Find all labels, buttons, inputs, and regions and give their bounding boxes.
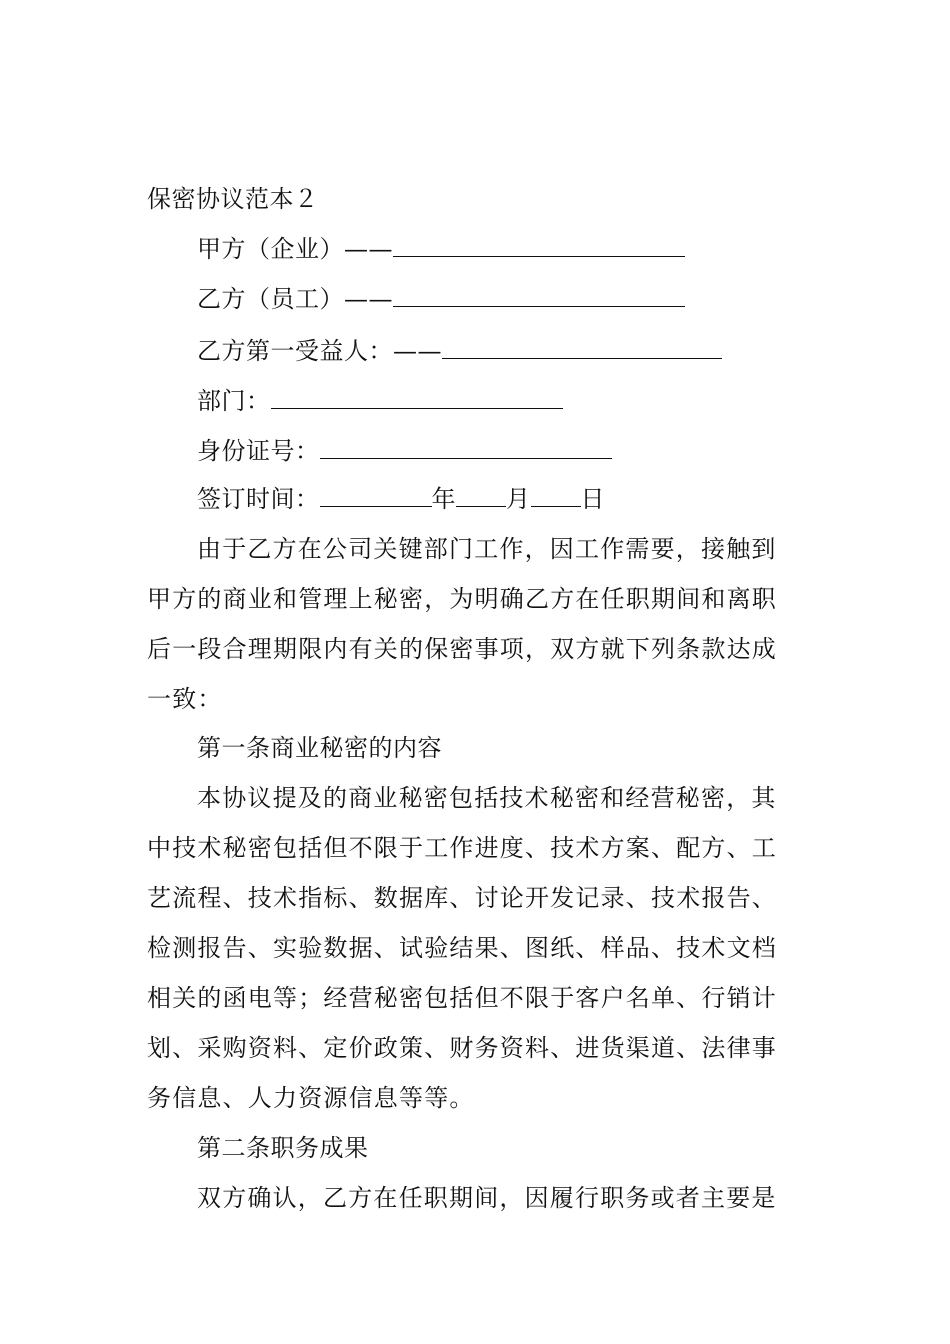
article-1-line: 相关的函电等；经营秘密包括但不限于客户名单、行销计 — [147, 984, 777, 1012]
intro-line: 甲方的商业和管理上秘密，为明确乙方在任职期间和离职 — [147, 585, 777, 613]
day-blank — [531, 484, 581, 507]
month-label: 月 — [506, 485, 531, 513]
id-number-field — [197, 436, 612, 466]
id-number-label: 身份证号： — [197, 437, 320, 465]
id-number-blank — [320, 436, 612, 459]
party-a-label: 甲方（企业）—— — [197, 235, 393, 263]
article-1-line: 划、采购资料、定价政策、财务资料、进货渠道、法律事 — [147, 1034, 777, 1062]
beneficiary-label: 乙方第一受益人：—— — [197, 337, 442, 365]
beneficiary-blank — [442, 336, 722, 359]
article-1-line: 本协议提及的商业秘密包括技术秘密和经营秘密，其 — [197, 784, 777, 812]
intro-line: 由于乙方在公司关键部门工作，因工作需要，接触到 — [197, 535, 777, 563]
party-a-blank — [393, 234, 685, 257]
sign-date-field — [197, 484, 605, 514]
article-2-heading: 第二条职务成果 — [197, 1134, 369, 1162]
article-1-line: 艺流程、技术指标、数据库、讨论开发记录、技术报告、 — [147, 884, 777, 912]
day-label: 日 — [580, 485, 605, 513]
party-b-label: 乙方（员工）—— — [197, 285, 393, 313]
department-field — [197, 386, 563, 416]
party-b-field — [197, 284, 685, 314]
month-blank — [456, 484, 506, 507]
party-b-blank — [393, 284, 685, 307]
article-1-heading: 第一条商业秘密的内容 — [197, 734, 442, 762]
sign-date-label: 签订时间： — [197, 485, 320, 513]
year-blank — [320, 484, 432, 507]
article-2-line: 双方确认，乙方在任职期间，因履行职务或者主要是 — [197, 1184, 777, 1212]
beneficiary-field — [197, 336, 722, 366]
document-title: 保密协议范本２ — [147, 185, 319, 213]
department-label: 部门： — [197, 387, 271, 415]
article-1-line: 务信息、人力资源信息等等。 — [147, 1084, 475, 1112]
article-1-line: 中技术秘密包括但不限于工作进度、技术方案、配方、工 — [147, 834, 777, 862]
article-1-line: 检测报告、实验数据、试验结果、图纸、样品、技术文档 — [147, 934, 777, 962]
year-label: 年 — [431, 485, 456, 513]
department-blank — [271, 386, 563, 409]
intro-line: 一致： — [147, 685, 223, 713]
party-a-field — [197, 234, 685, 264]
intro-line: 后一段合理期限内有关的保密事项，双方就下列条款达成 — [147, 635, 777, 663]
